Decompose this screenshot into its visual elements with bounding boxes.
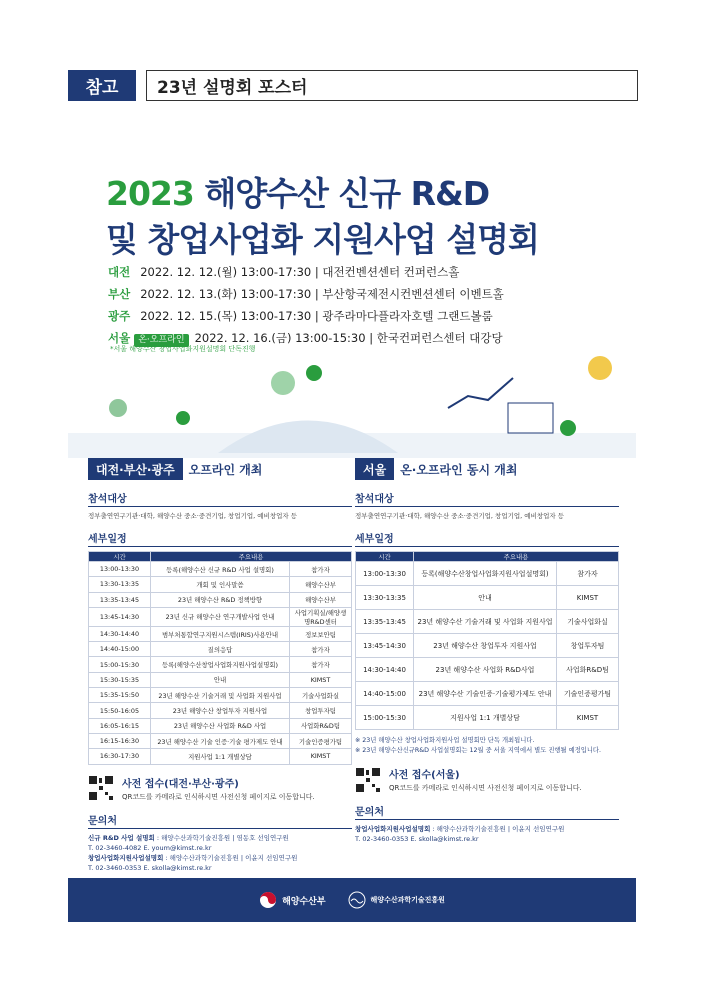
- right-contact: [355, 824, 619, 844]
- left-schedule-table: [88, 551, 352, 765]
- left-reg-desc: QR코드를 카메라로 인식하시면 사전신청 페이지로 이동합니다.: [122, 792, 315, 801]
- cell-time: 13:30-13:35: [356, 586, 414, 610]
- cell-time: 14:30-14:40: [356, 658, 414, 682]
- cell-time: 15:50-16:05: [89, 703, 151, 718]
- contact-key: 신규 R&D 사업 설명회: [88, 833, 155, 842]
- table-row: [89, 592, 352, 607]
- cell-time: 15:00-15:30: [356, 706, 414, 730]
- poster-title-line2: 및 창업사업화 지원사업 설명회: [106, 220, 539, 259]
- right-notes: [355, 736, 619, 756]
- poster-footer: [68, 878, 636, 922]
- contact-value: : 해양수산과학기술진흥원 | 염동호 선임연구원: [154, 833, 289, 842]
- cell-content: 23년 신규 해양수산 연구개발사업 안내: [151, 607, 290, 626]
- col-header-time: 시간: [89, 552, 151, 562]
- schedule-note: *서울 해양수산 창업사업화지원설명회 단독진행: [110, 345, 256, 353]
- ministry-logo: [259, 891, 325, 909]
- schedule-text: 2022. 12. 16.(금) 13:00-15:30 | 한국컨퍼런스센터 대강당: [194, 331, 503, 345]
- cell-content: 질의응답: [151, 642, 290, 657]
- board-icon: [508, 403, 553, 433]
- schedule-item: [108, 305, 504, 327]
- cell-content: 23년 해양수산 창업투자 지원사업: [151, 703, 290, 718]
- gear-icon: [560, 420, 576, 436]
- table-row: [89, 562, 352, 577]
- left-reg-title: 사전 접수(대전·부산·광주): [122, 778, 239, 790]
- table-row: [356, 562, 619, 586]
- gear-icon: [109, 399, 127, 417]
- right-header-text: 온·오프라인 동시 개최: [400, 462, 518, 477]
- cell-who: 해양수산부: [290, 577, 352, 592]
- cell-who: KIMST: [557, 586, 619, 610]
- cell-who: KIMST: [557, 706, 619, 730]
- city: 광주: [108, 309, 131, 323]
- title-year: 2023: [106, 174, 194, 213]
- contact-key: 창업사업화지원사업설명회: [355, 825, 431, 833]
- right-registration: [355, 766, 619, 793]
- cell-who: 참가자: [290, 562, 352, 577]
- cell-time: 14:30-14:40: [89, 626, 151, 641]
- right-schedule-table: [355, 551, 619, 730]
- cell-content: 23년 해양수산 창업투자 지원사업: [414, 634, 557, 658]
- contact-value: : 해양수산과학기술진흥원 | 이윤지 선임연구원: [430, 825, 565, 833]
- contact-value: : 해양수산과학기술진흥원 | 이윤지 선임연구원: [163, 853, 298, 862]
- contact-tel: T. 02-3460-0353 E. skolla@kimst.re.kr: [88, 863, 212, 872]
- left-column: [88, 458, 352, 873]
- cell-who: 참가자: [290, 642, 352, 657]
- right-header: [355, 458, 619, 480]
- growth-arrow-icon: [448, 378, 513, 408]
- schedule-list: [108, 261, 504, 349]
- target-desc: 정부출연연구기관·대학, 해양수산 중소·중견기업, 창업기업, 예비창업자 등: [88, 512, 298, 520]
- contact-key: 창업사업화지원사업설명회: [88, 853, 164, 862]
- ministry-name: 해양수산부: [282, 896, 326, 907]
- cell-content: 안내: [151, 672, 290, 687]
- table-row: [89, 672, 352, 687]
- note-line: ※ 23년 해양수산 창업사업화지원사업 설명회만 단독 개최됩니다.: [355, 737, 535, 744]
- cell-content: 등록(해양수산 신규 R&D 사업 설명회): [151, 562, 290, 577]
- left-contact: [88, 833, 352, 873]
- city: 부산: [108, 287, 131, 301]
- cell-time: 13:45-14:30: [89, 607, 151, 626]
- city: 대전: [108, 265, 131, 279]
- cell-time: 14:40-15:00: [356, 682, 414, 706]
- table-row: [89, 718, 352, 733]
- schedule-item: [108, 283, 504, 305]
- left-header-badge: 대전·부산·광주: [88, 458, 183, 480]
- table-row: [89, 626, 352, 641]
- reference-tag: 참고: [68, 70, 136, 101]
- cell-content: 안내: [414, 586, 557, 610]
- cell-time: 16:15-16:30: [89, 733, 151, 748]
- cell-content: 지원사업 1:1 개별상담: [414, 706, 557, 730]
- reference-title: 23년 설명회 포스터: [146, 70, 638, 101]
- cell-time: 14:40-15:00: [89, 642, 151, 657]
- gear-icon: [176, 411, 190, 425]
- cell-content: 등록(해양수산창업사업화지원사업설명회): [414, 562, 557, 586]
- schedule-item: [108, 261, 504, 283]
- table-row: [89, 733, 352, 748]
- left-header-text: 오프라인 개최: [188, 462, 263, 477]
- table-row: [89, 688, 352, 703]
- right-reg-title: 사전 접수(서울): [389, 770, 460, 781]
- cell-time: 13:35-13:45: [356, 610, 414, 634]
- cell-who: 기술인증평가팀: [557, 682, 619, 706]
- table-row: [89, 657, 352, 672]
- kimst-name: 해양수산과학기술진흥원: [370, 896, 445, 904]
- note-line: ※ 23년 해양수산신규R&D 사업설명회는 12월 중 서울 지역에서 별도 진행될 예정입니다.: [355, 747, 602, 754]
- table-row: [89, 642, 352, 657]
- cell-time: 16:30-17:30: [89, 749, 151, 764]
- contact-label: 문의처: [355, 803, 619, 820]
- cell-who: KIMST: [290, 672, 352, 687]
- table-row: [356, 682, 619, 706]
- col-header-content: 주요내용: [151, 552, 352, 562]
- cell-who: 사업화R&D팀: [557, 658, 619, 682]
- qr-code-icon[interactable]: [88, 775, 114, 801]
- cell-who: 참가자: [557, 562, 619, 586]
- cell-who: 참가자: [290, 657, 352, 672]
- cell-content: 23년 해양수산 사업화 R&D 사업: [151, 718, 290, 733]
- cell-content: 등록(해양수산창업사업화지원사업설명회): [151, 657, 290, 672]
- cell-who: 해양수산부: [290, 592, 352, 607]
- cell-content: 개회 및 인사말씀: [151, 577, 290, 592]
- detail-label: 세부일정: [355, 530, 619, 547]
- table-row: [356, 610, 619, 634]
- table-row: [356, 706, 619, 730]
- cell-time: 16:05-16:15: [89, 718, 151, 733]
- qr-code-icon[interactable]: [355, 767, 381, 793]
- target-label: 참석대상: [88, 490, 352, 507]
- cell-who: 창업투자팀: [557, 634, 619, 658]
- table-row: [356, 658, 619, 682]
- cell-who: 정보보안팀: [290, 626, 352, 641]
- schedule-text: 2022. 12. 13.(화) 13:00-17:30 | 부산항국제전시컨벤션센터 이벤트홀: [140, 287, 504, 301]
- table-row: [356, 586, 619, 610]
- cell-time: 13:30-13:35: [89, 577, 151, 592]
- table-row: [89, 577, 352, 592]
- wave-logo-icon: [348, 891, 366, 909]
- cell-content: 범부처통합연구지원시스템(IRIS)사용안내: [151, 626, 290, 641]
- detail-label: 세부일정: [88, 530, 352, 547]
- decorative-illustration: [68, 348, 636, 458]
- cell-time: 13:00-13:30: [89, 562, 151, 577]
- cell-content: 23년 해양수산 R&D 정책방향: [151, 592, 290, 607]
- poster-title-line1: [106, 168, 489, 215]
- cell-time: 15:30-15:35: [89, 672, 151, 687]
- cell-who: KIMST: [290, 749, 352, 764]
- table-row: [89, 749, 352, 764]
- cell-who: 기술사업화실: [290, 688, 352, 703]
- cell-who: 기술사업화실: [557, 610, 619, 634]
- cell-time: 13:00-13:30: [356, 562, 414, 586]
- cell-content: 23년 해양수산 사업화 R&D사업: [414, 658, 557, 682]
- poster: [68, 128, 636, 922]
- col-header-content: 주요내용: [414, 552, 619, 562]
- table-row: [89, 703, 352, 718]
- gear-icon: [271, 371, 295, 395]
- lightbulb-icon: [588, 356, 612, 380]
- cell-content: 23년 해양수산 기술거래 및 사업화 지원사업: [151, 688, 290, 703]
- cell-time: 13:35-13:45: [89, 592, 151, 607]
- taegeuk-icon: [259, 891, 277, 909]
- right-header-badge: 서울: [355, 458, 394, 480]
- table-row: [356, 634, 619, 658]
- schedule-text: 2022. 12. 12.(월) 13:00-17:30 | 대전컨벤션센터 컨퍼런스홀: [140, 265, 460, 279]
- cell-who: 창업투자팀: [290, 703, 352, 718]
- contact-tel: T. 02-3460-4082 E. youm@kimst.re.kr: [88, 843, 212, 852]
- right-reg-desc: QR코드를 카메라로 인식하시면 사전신청 페이지로 이동합니다.: [389, 784, 582, 792]
- title-line1-text: 해양수산 신규 R&D: [204, 174, 490, 213]
- left-registration: [88, 775, 352, 802]
- cell-time: 13:45-14:30: [356, 634, 414, 658]
- table-row: [89, 607, 352, 626]
- kimst-logo: [348, 891, 445, 909]
- cell-who: 사업기획실/해양생명R&D센터: [290, 607, 352, 626]
- cell-content: 23년 해양수산 기술인증·기술평가제도 안내: [414, 682, 557, 706]
- cell-content: 23년 해양수산 기술거래 및 사업화 지원사업: [414, 610, 557, 634]
- right-column: [355, 458, 619, 844]
- cell-who: 사업화R&D팀: [290, 718, 352, 733]
- contact-label: 문의처: [88, 812, 352, 829]
- col-header-time: 시간: [356, 552, 414, 562]
- cell-who: 기술인증평가팀: [290, 733, 352, 748]
- cell-content: 지원사업 1:1 개별상담: [151, 749, 290, 764]
- schedule-text: 2022. 12. 15.(목) 13:00-17:30 | 광주라마다플라자호텔 그랜드볼룸: [140, 309, 493, 323]
- left-header: [88, 458, 352, 480]
- target-label: 참석대상: [355, 490, 619, 507]
- cell-time: 15:35-15:50: [89, 688, 151, 703]
- gear-icon: [306, 365, 322, 381]
- city: 서울: [108, 331, 131, 345]
- cell-time: 15:00-15:30: [89, 657, 151, 672]
- hill-shape: [218, 421, 398, 454]
- online-badge: 온·오프라인: [134, 334, 188, 347]
- cell-content: 23년 해양수산 기술 인증·기술 평가제도 안내: [151, 733, 290, 748]
- contact-tel: T. 02-3460-0353 E. skolla@kimst.re.kr: [355, 835, 479, 843]
- target-desc: 정부출연연구기관·대학, 해양수산 중소·중견기업, 창업기업, 예비창업자 등: [355, 512, 565, 520]
